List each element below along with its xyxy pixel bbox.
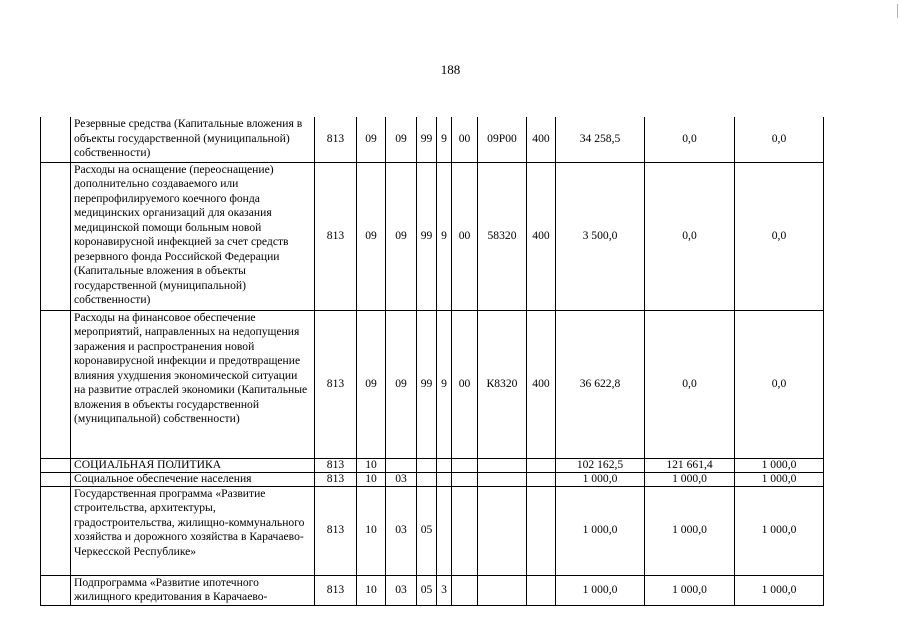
subprogram-cell: 9 [437,117,452,162]
row-name: Государственная программа «Развитие строительства, архитектуры, градостроительства, жилищно-коммунального хозяйства и дорожного хозяйства в Карачаево-Черкесской Республике» [71,486,315,575]
program-cell: 05 [417,575,437,605]
direction-cell [478,458,527,472]
pr-cell: 09 [386,310,417,458]
sum-year1-cell: 1 000,0 [556,472,645,486]
pr-cell: 09 [386,162,417,310]
row-name: Социальное обеспечение населения [71,472,315,486]
subprogram-cell [437,458,452,472]
sum-year2-cell: 0,0 [645,162,735,310]
subprogram-cell: 9 [437,310,452,458]
sum-year1-cell: 34 258,5 [556,117,645,162]
vr-cell: 400 [527,310,556,458]
vr-cell [527,472,556,486]
table-row [41,117,824,162]
program-cell: 99 [417,310,437,458]
sum-year3-cell: 1 000,0 [735,458,824,472]
pr-cell: 03 [386,486,417,575]
program-cell: 99 [417,117,437,162]
pr-cell [386,458,417,472]
blank-cell [41,575,71,605]
program-cell [417,458,437,472]
row-name: Расходы на финансовое обеспечение мероприятий, направленных на недопущения заражения и распространения новой коронавирусной инфекции и предотвращение влияния ухудшения экономической ситуации на развитие отраслей экономики (Капитальные вложения в объекты государственной (муниципальной) собственности) [71,310,315,458]
blank-cell [41,486,71,575]
sum-year1-cell: 3 500,0 [556,162,645,310]
blank-cell [41,117,71,162]
activity-cell [452,472,478,486]
pr-cell: 09 [386,117,417,162]
direction-cell [478,575,527,605]
rz-cell: 10 [357,486,386,575]
sum-year2-cell: 0,0 [645,117,735,162]
row-name: Расходы на оснащение (переоснащение) дополнительно создаваемого или перепрофилируемого коечного фонда медицинских организаций для оказания медицинской помощи больным новой коронавирусной инфекцией за счет средств резервного фонда Российской Федерации (Капитальные вложения в объекты государственной (муниципальной) собственности) [71,162,315,310]
blank-cell [41,472,71,486]
rz-cell: 09 [357,162,386,310]
budget-table [40,117,824,606]
vr-cell: 400 [527,117,556,162]
row-name: СОЦИАЛЬНАЯ ПОЛИТИКА [71,458,315,472]
table-row [41,310,824,458]
ved-cell: 813 [315,162,357,310]
activity-cell: 00 [452,162,478,310]
vr-cell [527,486,556,575]
subprogram-cell [437,472,452,486]
ved-cell: 813 [315,117,357,162]
sum-year3-cell: 0,0 [735,310,824,458]
direction-cell: К8320 [478,310,527,458]
vr-cell: 400 [527,162,556,310]
ved-cell: 813 [315,310,357,458]
activity-cell [452,486,478,575]
subprogram-cell: 3 [437,575,452,605]
rz-cell: 10 [357,575,386,605]
blank-cell [41,162,71,310]
table-row [41,575,824,605]
ved-cell: 813 [315,458,357,472]
sum-year1-cell: 1 000,0 [556,575,645,605]
sum-year3-cell: 1 000,0 [735,486,824,575]
sum-year1-cell: 102 162,5 [556,458,645,472]
program-cell: 05 [417,486,437,575]
activity-cell [452,575,478,605]
rz-cell: 09 [357,310,386,458]
blank-cell [41,458,71,472]
rz-cell: 10 [357,472,386,486]
table-row [41,162,824,310]
activity-cell: 00 [452,117,478,162]
activity-cell: 00 [452,310,478,458]
scan-edge-mark [897,4,898,18]
sum-year3-cell: 0,0 [735,162,824,310]
table-row [41,458,824,472]
vr-cell [527,458,556,472]
sum-year3-cell: 1 000,0 [735,575,824,605]
activity-cell [452,458,478,472]
table-row [41,486,824,575]
rz-cell: 10 [357,458,386,472]
table-row [41,472,824,486]
sum-year1-cell: 36 622,8 [556,310,645,458]
pr-cell: 03 [386,575,417,605]
ved-cell: 813 [315,486,357,575]
sum-year1-cell: 1 000,0 [556,486,645,575]
direction-cell: 58320 [478,162,527,310]
ved-cell: 813 [315,472,357,486]
direction-cell: 09Р00 [478,117,527,162]
direction-cell [478,486,527,575]
sum-year3-cell: 0,0 [735,117,824,162]
ved-cell: 813 [315,575,357,605]
sum-year3-cell: 1 000,0 [735,472,824,486]
subprogram-cell [437,486,452,575]
pr-cell: 03 [386,472,417,486]
sum-year2-cell: 0,0 [645,310,735,458]
subprogram-cell: 9 [437,162,452,310]
rz-cell: 09 [357,117,386,162]
sum-year2-cell: 1 000,0 [645,472,735,486]
row-name: Подпрограмма «Развитие ипотечного жилищного кредитования в Карачаево- [71,575,315,605]
row-name: Резервные средства (Капитальные вложения в объекты государственной (муниципальной) собственности) [71,117,315,162]
sum-year2-cell: 121 661,4 [645,458,735,472]
vr-cell [527,575,556,605]
sum-year2-cell: 1 000,0 [645,486,735,575]
direction-cell [478,472,527,486]
page-number: 188 [440,62,461,77]
program-cell [417,472,437,486]
blank-cell [41,310,71,458]
sum-year2-cell: 1 000,0 [645,575,735,605]
program-cell: 99 [417,162,437,310]
